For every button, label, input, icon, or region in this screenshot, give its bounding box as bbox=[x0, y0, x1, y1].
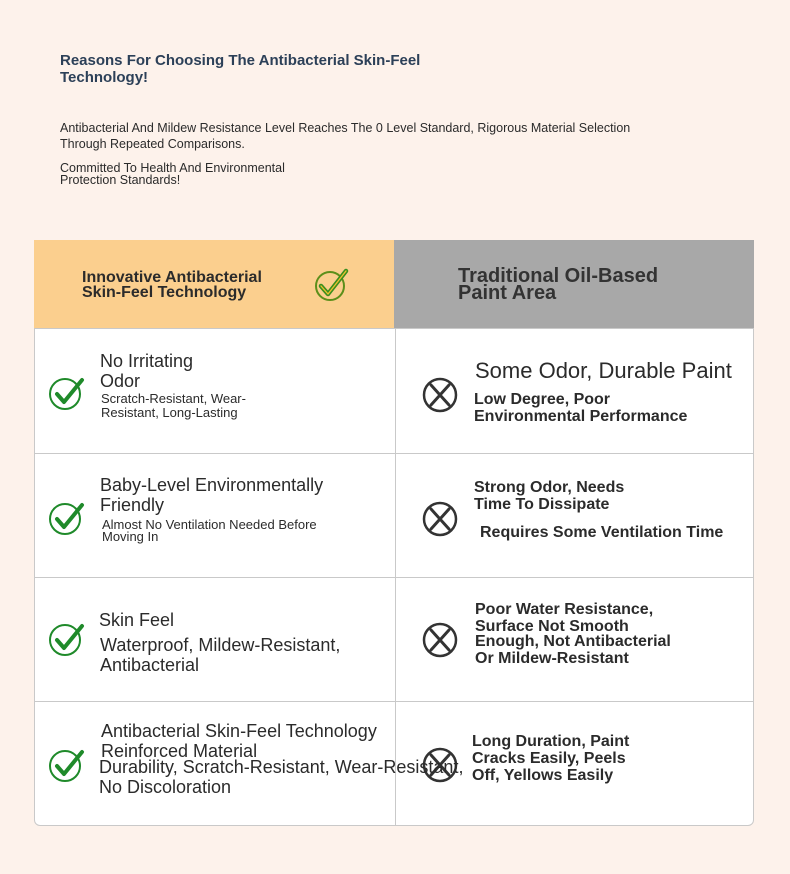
row-2-right-title: Strong Odor, Needs Time To Dissipate bbox=[474, 479, 625, 513]
table-row bbox=[35, 701, 753, 825]
row-3-right-title: Poor Water Resistance, Surface Not Smooth bbox=[475, 601, 654, 635]
comparison-grid bbox=[34, 328, 754, 826]
row-3-left-title: Skin Feel bbox=[99, 610, 175, 630]
row-4-left-title: Antibacterial Skin-Feel Technology Reinforced Material bbox=[101, 721, 377, 761]
header-traditional bbox=[394, 240, 754, 328]
cell-innovative bbox=[35, 701, 464, 825]
header-innovative bbox=[34, 240, 394, 328]
intro-commitment: Committed To Health And Environmental Protection Standards! bbox=[60, 161, 285, 187]
x-circle-icon bbox=[422, 501, 458, 537]
row-4-right-title: Long Duration, Paint Cracks Easily, Peels Off, Yellows Easily bbox=[472, 733, 630, 784]
intro-lead: Antibacterial And Mildew Resistance Level Reaches The 0 Level Standard, Rigorous Material Selection Through Repeated Comparisons. bbox=[60, 121, 631, 151]
check-badge-icon bbox=[314, 267, 350, 303]
row-2-left-detail: Almost No Ventilation Needed Before Moving In bbox=[102, 517, 317, 544]
table-row bbox=[35, 577, 753, 702]
row-2-left-title: Baby-Level Environmentally Friendly bbox=[100, 475, 324, 515]
cell-traditional bbox=[396, 329, 756, 453]
table-row bbox=[35, 453, 753, 578]
header-traditional-title: Traditional Oil-Based Paint Area bbox=[458, 265, 659, 304]
check-circle-icon bbox=[49, 500, 85, 536]
x-circle-icon bbox=[422, 377, 458, 413]
row-2-right-detail: Requires Some Ventilation Time bbox=[480, 524, 724, 541]
row-3-right-detail: Enough, Not Antibacterial Or Mildew-Resistant bbox=[475, 633, 671, 667]
comparison-table bbox=[34, 240, 754, 826]
row-1-right-detail: Low Degree, Poor Environmental Performance bbox=[474, 391, 688, 425]
header-innovative-title: Innovative Antibacterial Skin-Feel Technology bbox=[82, 269, 262, 301]
cell-innovative bbox=[35, 453, 395, 577]
x-circle-icon bbox=[422, 622, 458, 658]
row-1-right-title: Some Odor, Durable Paint bbox=[475, 358, 732, 383]
cell-traditional bbox=[396, 453, 756, 577]
cell-traditional bbox=[396, 577, 756, 701]
row-1-left-detail: Scratch-Resistant, Wear-Resistant, Long-Lasting bbox=[101, 391, 246, 420]
row-1-left-title: No Irritating Odor bbox=[100, 351, 194, 391]
table-row bbox=[35, 329, 753, 454]
row-3-left-detail: Waterproof, Mildew-Resistant, Antibacterial bbox=[100, 635, 341, 675]
page-title: Reasons For Choosing The Antibacterial Skin-Feel Technology! bbox=[60, 52, 421, 86]
cell-innovative bbox=[35, 577, 395, 701]
intro-section bbox=[60, 52, 660, 186]
check-circle-icon bbox=[49, 375, 85, 411]
cell-innovative bbox=[35, 329, 395, 453]
check-circle-icon bbox=[49, 621, 85, 657]
row-4-left-detail: Durability, Scratch-Resistant, Wear-Resistant, No Discoloration bbox=[99, 757, 464, 797]
check-circle-icon bbox=[49, 747, 85, 783]
